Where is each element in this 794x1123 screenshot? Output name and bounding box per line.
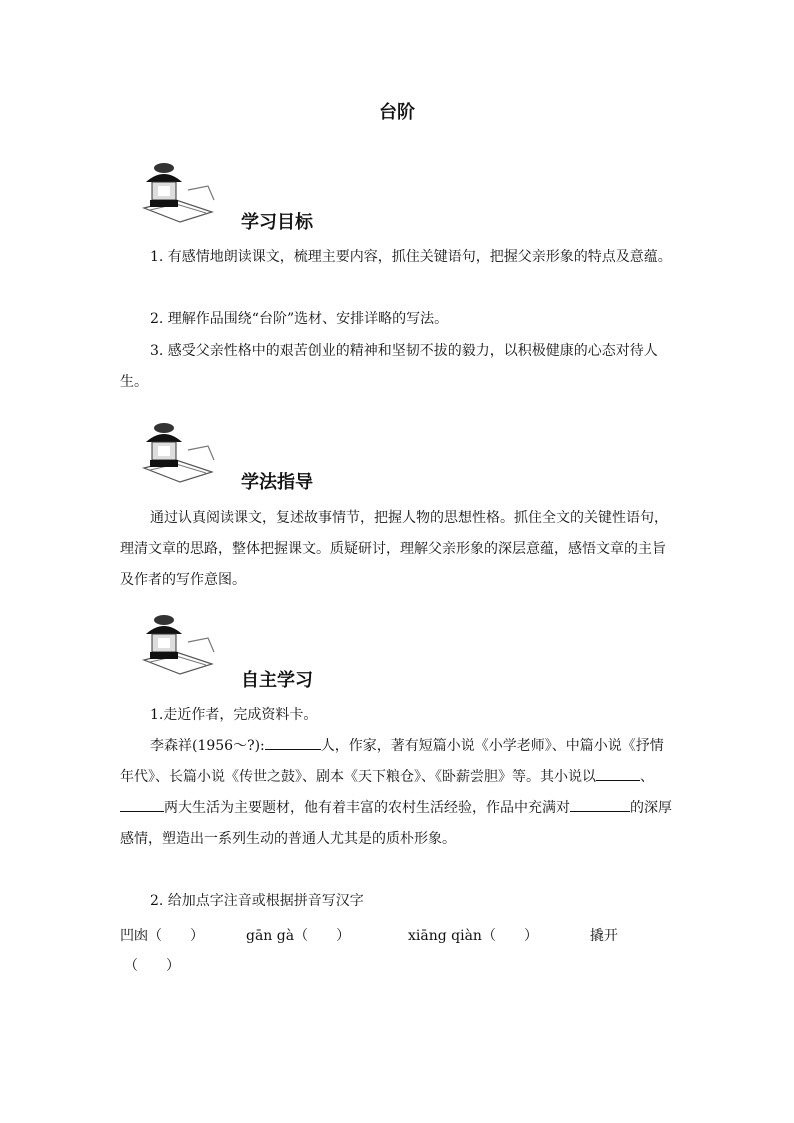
author-card-text: 李森祥(1956～?): 人，作家，著有短篇小说《小学老师》、中篇小说《抒情年代》、长篇小说《传世之鼓》、剧本《天下粮仓》、《卧薪尝胆》等。其小说以 、两大生活为主要题材，他有着丰富的农村生活经验，作品中充满对 的深厚感情，塑造出一系列生动的普通人尤其是的质朴形象。 [120, 731, 676, 855]
question-1: 1.走近作者，完成资料卡。 [150, 707, 318, 723]
pinyin-item-4: 撬开 [590, 928, 618, 944]
pinyin-item-2: gān gà（ ） [246, 928, 351, 944]
objective-item-3: 3. 感受父亲性格中的艰苦创业的精神和坚韧不拔的毅力，以积极健康的心态对待人生。 [120, 343, 658, 390]
pinyin-item-1: 凹凼（ ） [120, 928, 204, 944]
section-heading-objectives: 学习目标 [241, 212, 313, 233]
fill-blank-hometown[interactable] [265, 735, 321, 750]
objective-item-2: 2. 理解作品围绕“台阶”选材、安排详略的写法。 [150, 311, 449, 327]
page-title: 台阶 [379, 102, 415, 123]
lantern-book-icon [140, 420, 216, 486]
fill-blank-life-1[interactable] [596, 766, 640, 781]
question-2: 2. 给加点字注音或根据拼音写汉字 [150, 893, 364, 909]
lantern-book-icon [140, 160, 216, 226]
objective-item-1: 1. 有感情地朗读课文，梳理主要内容，抓住关键语句，把握父亲形象的特点及意蕴。 [150, 249, 672, 265]
lantern-book-icon [140, 612, 216, 678]
fill-blank-emotion[interactable] [570, 797, 630, 812]
section-heading-self-study: 自主学习 [241, 670, 313, 691]
section-heading-method: 学法指导 [241, 472, 313, 493]
pinyin-item-3: xiāng qiàn（ ） [408, 928, 538, 944]
pinyin-item-4-blank: （ ） [124, 958, 180, 974]
method-text: 通过认真阅读课文，复述故事情节，把握人物的思想性格。抓住全文的关键性语句，理清文章的思路，整体把握课文。质疑研讨，理解父亲形象的深层意蕴，感悟文章的主旨及作者的写作意图。 [120, 510, 668, 588]
fill-blank-life-2[interactable] [120, 797, 164, 812]
